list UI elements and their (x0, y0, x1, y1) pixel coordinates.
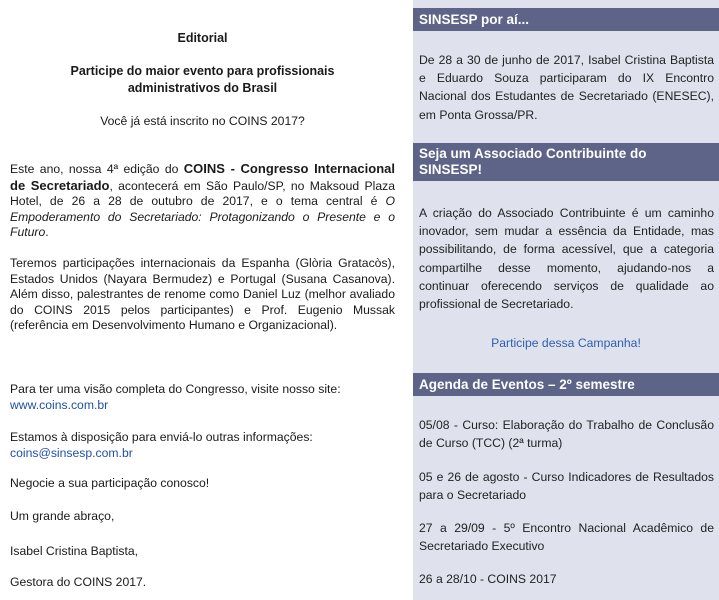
abraco-text: Um grande abraço, (10, 509, 115, 523)
para1-text-a: Este ano, nossa 4ª edição do (10, 162, 184, 176)
agenda-event-item: 05/08 - Curso: Elaboração do Trabalho de Conclusão de Curso (TCC) (2ª turma) (419, 418, 714, 451)
para1-text-b: , acontecerá em São Paulo/SP, no Maksoud Plaza Hotel, de 26 a 28 de outubro de 2017, e o tema central é (10, 178, 395, 208)
editorial-heading: Editorial (177, 31, 228, 45)
editorial-paragraph-3 (10, 382, 395, 413)
site-intro-text: Para ter uma visão completa do Congresso, visite nosso site: (10, 382, 341, 396)
agenda-event-item: 27 a 29/09 - 5º Encontro Nacional Acadêmico de Secretariado Executivo (419, 521, 714, 554)
sidebar-section-header-associado: Seja um Associado Contribuinte do SINSESP! (413, 143, 719, 181)
sinsesp-por-ai-body: De 28 a 30 de junho de 2017, Isabel Cristina Baptista e Eduardo Souza participaram do IX Encontro Nacional dos Estudantes de Secretariado (ENESEC), em Ponta Grossa/PR. (419, 53, 714, 122)
editorial-paragraph-4 (10, 430, 395, 461)
contact-intro-text: Estamos à disposição para enviá-lo outras informações: (10, 430, 313, 444)
signature-role: Gestora do COINS 2017. (10, 575, 147, 589)
para1-text-c: . (45, 225, 49, 239)
campaign-link[interactable]: Participe dessa Campanha! (491, 336, 641, 350)
event-theme: O Empoderamento do Secretariado: Protagonizando o Presente e o Futuro (10, 194, 395, 239)
editorial-subheading: Participe do maior evento para profissionais administrativos do Brasil (70, 64, 335, 95)
agenda-event-item: 26 a 28/10 - COINS 2017 (419, 572, 557, 586)
sidebar (413, 0, 719, 600)
sidebar-section-header-agenda: Agenda de Eventos – 2º semestre (413, 373, 719, 396)
agenda-event-item: 05 e 26 de agosto - Curso Indicadores de Resultados para o Secretariado (419, 470, 714, 503)
coins-site-link[interactable]: www.coins.com.br (10, 397, 109, 412)
coins-event-name: COINS - Congresso Internacional de Secretariado (10, 161, 395, 193)
contact-email-link[interactable]: coins@sinsesp.com.br (10, 445, 133, 460)
editorial-question: Você já está inscrito no COINS 2017? (100, 114, 305, 128)
negocie-text: Negocie a sua participação conosco! (10, 476, 210, 490)
signature-name: Isabel Cristina Baptista, (10, 544, 139, 558)
editorial-paragraph-1 (10, 161, 395, 241)
associado-body: A criação do Associado Contribuinte é um caminho inovador, sem mudar a essência da Entidade, mas possibilitando, de forma acessível, que a categoria compartilhe desse momento, ajudando-nos a continuar oferecendo serviços de qualidade ao profissional de Secretariado. (419, 206, 714, 312)
sidebar-section-header-sinsesp-por-ai: SINSESP por aí... (413, 8, 719, 31)
editorial-paragraph-2: Teremos participações internacionais da Espanha (Glòria Gratacòs), Estados Unidos (Nayara Bermudez) e Portugal (Susana Casanova). Além disso, palestrantes de renome como Daniel Luz (melhor avaliado do COINS 2015 pelos participantes) e Prof. Eugenio Mussak (referência em Desenvolvimento Humano e Organizacional). (10, 256, 395, 332)
